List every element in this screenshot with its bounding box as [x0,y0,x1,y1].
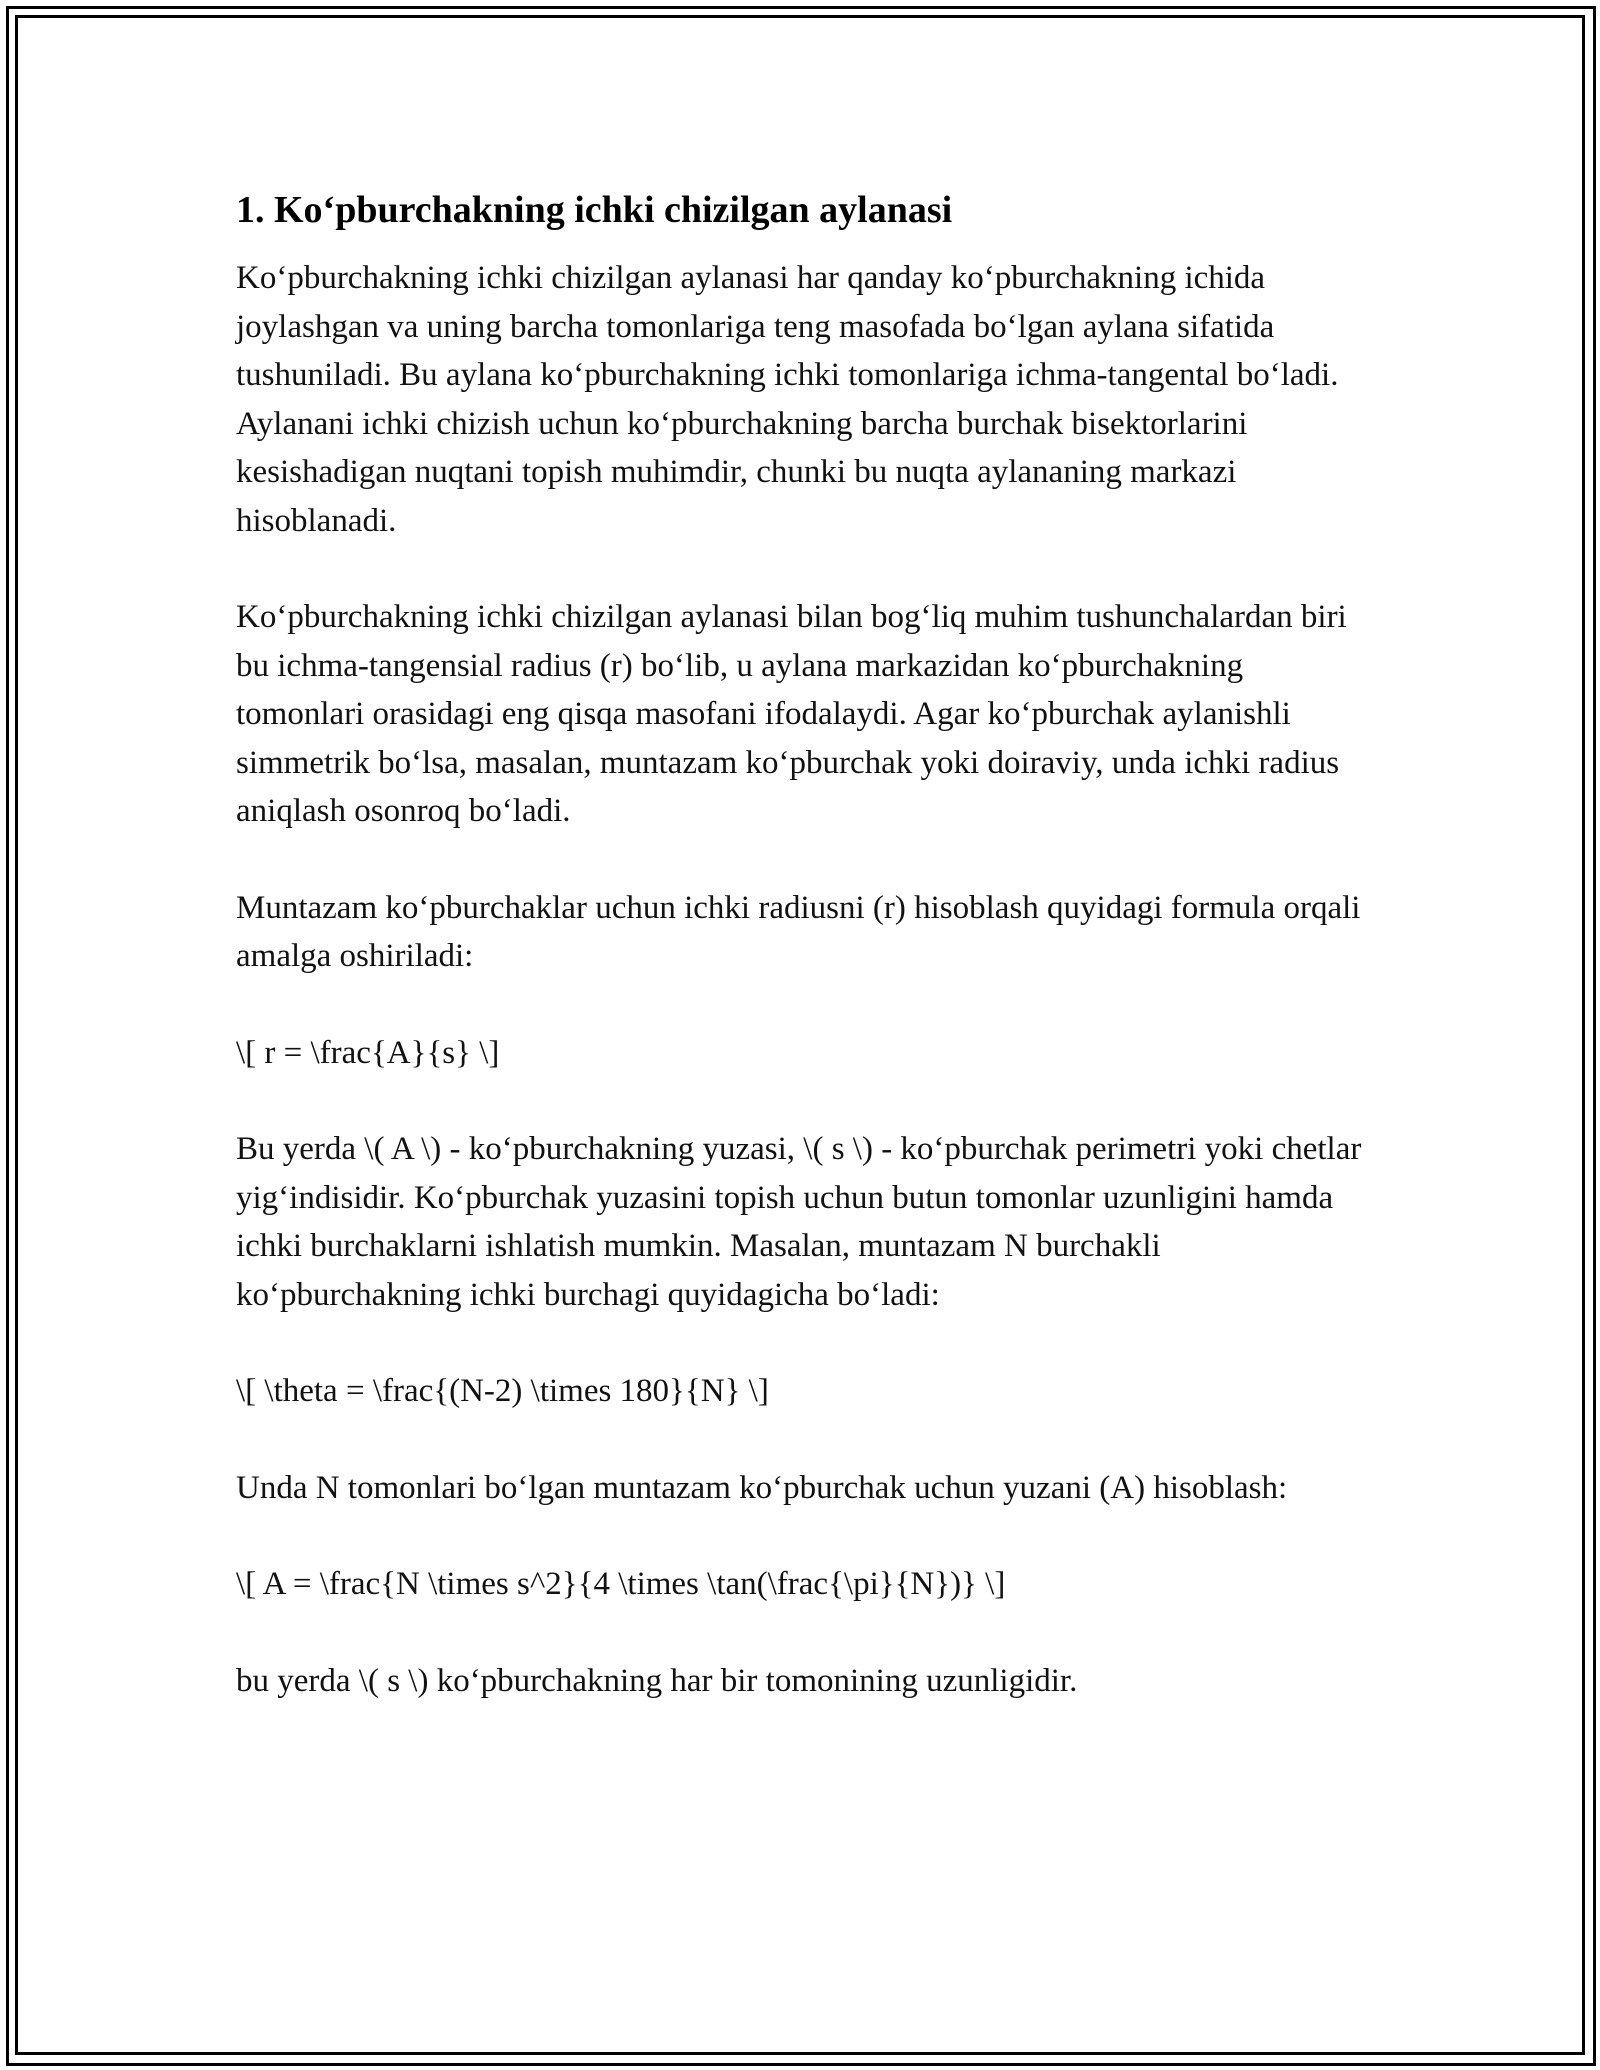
paragraph-formula-intro: Muntazam ko‘pburchaklar uchun ichki radiusni (r) hisoblash quyidagi formula orqali amalga oshiriladi: [236,889,1361,974]
formula-inradius: \[ r = \frac{A}{s} \] [236,1034,500,1071]
section-heading: 1. Ko‘pburchakning ichki chizilgan aylanasi [236,189,953,231]
formula-interior-angle: \[ \theta = \frac{(N-2) \times 180}{N} \] [236,1373,769,1409]
paragraph-definitions: Bu yerda \( A \) - ko‘pburchakning yuzasi, \( s \) - ko‘pburchak perimetri yoki chetlar yig‘indisidir. Ko‘pburchak yuzasini topish uchun butun tomonlar uzunligini hamda ichki burchaklarni ishlatish mumkin. Masalan, muntazam N burchakli ko‘pburchakning ichki burchagi quyidagicha bo‘ladi: [236,1131,1362,1313]
paragraph-area-intro: Unda N tomonlari bo‘lgan muntazam ko‘pburchak uchun yuzani (A) hisoblash: [236,1469,1288,1506]
document-body [236,186,1376,1753]
paragraph-intro: Ko‘pburchakning ichki chizilgan aylanasi har qanday ko‘pburchakning ichida joylashgan va uning barcha tomonlariga teng masofada bo‘lgan aylana sifatida tushuniladi. Bu aylana ko‘pburchakning ichki tomonlariga ichma-tangental bo‘ladi. Aylanani ichki chizish uchun ko‘pburchakning barcha burchak bisektorlarini kesishadigan nuqtani topish muhimdir, chunki bu nuqta aylananing markazi hisoblanadi. [236,260,1339,539]
formula-area: \[ A = \frac{N \times s^2}{4 \times \tan(\frac{\pi}{N})} \] [236,1566,1006,1602]
paragraph-inradius: Ko‘pburchakning ichki chizilgan aylanasi bilan bog‘liq muhim tushunchalardan biri bu ichma-tangensial radius (r) bo‘lib, u aylana markazidan ko‘pburchakning tomonlari orasidagi eng qisqa masofani ifodalaydi. Agar ko‘pburchak aylanishli simmetrik bo‘lsa, masalan, muntazam ko‘pburchak yoki doiraviy, unda ichki radius aniqlash osonroq bo‘ladi. [236,599,1347,829]
paragraph-side-definition: bu yerda \( s \) ko‘pburchakning har bir tomonining uzunligidir. [236,1662,1078,1699]
